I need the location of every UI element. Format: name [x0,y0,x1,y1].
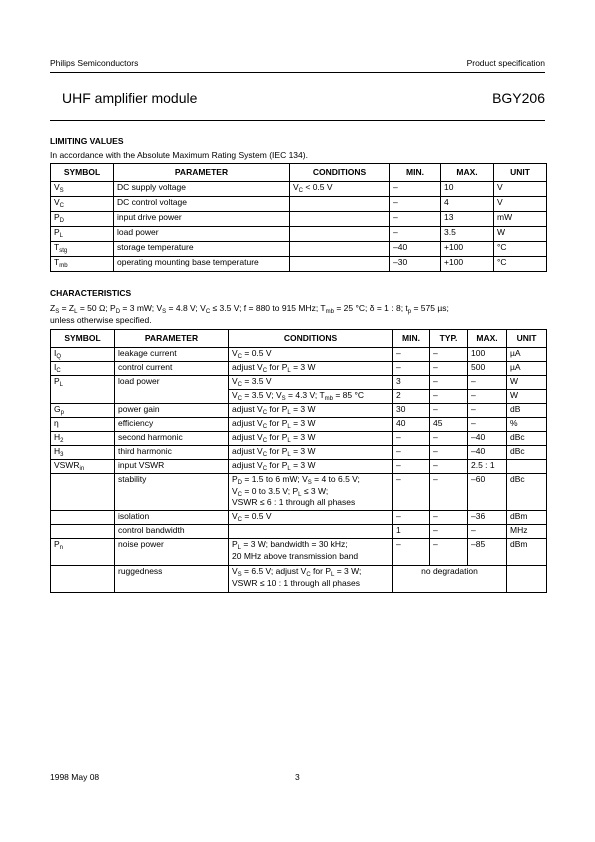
column-header: SYMBOL [51,330,115,348]
min-cell: – [393,432,430,446]
table-row [51,348,547,362]
max-cell: –36 [468,511,507,525]
unit-cell: µA [507,348,547,362]
parameter-cell: efficiency [115,418,229,432]
typ-cell: 45 [430,418,468,432]
max-cell: 4 [441,197,494,212]
table-row [51,242,547,257]
unit-cell: °C [494,257,547,272]
conditions-cell: $V_C < 0.5$ V [290,182,390,197]
table-row [51,418,547,432]
min-cell: –30 [390,257,441,272]
min-cell: – [393,474,430,511]
table-row [51,460,547,474]
symbol-cell: $G_p$ [51,404,115,418]
column-header: UNIT [494,164,547,182]
min-cell: 1 [393,525,430,539]
unit-cell: W [507,390,547,404]
table-row [51,182,547,197]
max-cell: –60 [468,474,507,511]
max-cell: +100 [441,257,494,272]
column-header: CONDITIONS [229,330,393,348]
conditions-cell: adjust $V_C$ for $P_L = 3$ W [229,404,393,418]
column-header: MIN. [393,330,430,348]
max-cell: 500 [468,362,507,376]
unit-cell: V [494,197,547,212]
typ-cell: – [430,460,468,474]
column-header: UNIT [507,330,547,348]
min-cell: – [393,362,430,376]
min-cell: 30 [393,404,430,418]
max-cell: – [468,418,507,432]
conditions-cell: $P_D = 1.5$ to 6 mW; $V_S = 4$ to 6.5 V; $V_C = 0$ to 3.5 V; $P_L \le 3$ W; VSWR ≤ 6 : 1 through all phases [229,474,393,511]
table-row [51,362,547,376]
unit-cell: dBm [507,511,547,525]
symbol-cell: $H_2$ [51,432,115,446]
unit-cell: µA [507,362,547,376]
unit-cell: °C [494,242,547,257]
typ-cell: – [430,446,468,460]
column-header: CONDITIONS [290,164,390,182]
typ-cell: – [430,404,468,418]
typ-cell: – [430,362,468,376]
min-cell: – [390,212,441,227]
column-header: SYMBOL [51,164,114,182]
symbol-cell [51,525,115,539]
title-rule [50,120,545,121]
symbol-cell: $I_C$ [51,362,115,376]
conditions-cell: $V_C = 3.5$ V [229,376,393,390]
symbol-cell: $P_L$ [51,227,114,242]
symbol-cell: $I_Q$ [51,348,115,362]
characteristics-conditions-note: $Z_S = Z_L = 50$ Ω; $P_D = 3$ mW; $V_S = 4.8$ V; $V_C \le 3.5$ V; f = 880 to 915 MHz; $T_{mb} = 25$ °C; δ = 1 : 8; $t_p = 575$ µs; unless otherwise specified. [50,303,449,325]
max-cell: 13 [441,212,494,227]
parameter-cell: load power [114,227,290,242]
conditions-cell: adjust $V_C$ for $P_L = 3$ W [229,362,393,376]
parameter-cell: operating mounting base temperature [114,257,290,272]
product-name: UHF amplifier module [62,90,198,106]
conditions-cell: adjust $V_C$ for $P_L = 3$ W [229,460,393,474]
characteristics-heading: CHARACTERISTICS [50,288,132,298]
unit-cell [507,460,547,474]
table-row [51,197,547,212]
table-row [51,257,547,272]
min-cell: 40 [393,418,430,432]
symbol-cell: $V_S$ [51,182,114,197]
column-header: TYP. [430,330,468,348]
symbol-cell: $P_L$ [51,376,115,404]
symbol-cell: η [51,418,115,432]
min-cell: – [393,511,430,525]
table-row [51,432,547,446]
conditions-cell: adjust $V_C$ for $P_L = 3$ W [229,446,393,460]
max-cell: – [468,404,507,418]
conditions-cell [290,257,390,272]
typ-cell: – [430,348,468,362]
typ-cell: – [430,432,468,446]
unit-cell: W [494,227,547,242]
unit-cell: mW [494,212,547,227]
min-cell: – [390,182,441,197]
parameter-cell: input VSWR [115,460,229,474]
conditions-cell [229,525,393,539]
limiting-values-table [50,163,547,272]
column-header: MAX. [468,330,507,348]
unit-cell [507,566,547,593]
min-cell: 3 [393,376,430,390]
conditions-cell [290,242,390,257]
table-row [51,212,547,227]
symbol-cell: $VSWR_{in}$ [51,460,115,474]
typ-cell: – [430,390,468,404]
limiting-values-heading: LIMITING VALUES [50,136,124,146]
column-header: PARAMETER [115,330,229,348]
header-doc-type: Product specification [466,58,545,68]
parameter-cell: input drive power [114,212,290,227]
parameter-cell: DC supply voltage [114,182,290,197]
table-row [51,566,547,593]
conditions-cell: $V_C = 0.5$ V [229,348,393,362]
table-row [51,376,547,390]
part-number: BGY206 [492,90,545,106]
max-cell: 10 [441,182,494,197]
typ-cell: – [430,525,468,539]
symbol-cell [51,566,115,593]
parameter-cell: control bandwidth [115,525,229,539]
conditions-cell [290,227,390,242]
conditions-cell: adjust $V_C$ for $P_L = 3$ W [229,432,393,446]
parameter-cell: power gain [115,404,229,418]
typ-cell: – [430,511,468,525]
table-row [51,474,547,511]
unit-cell: dBc [507,446,547,460]
symbol-cell: $T_{mb}$ [51,257,114,272]
parameter-cell: third harmonic [115,446,229,460]
min-cell: – [390,197,441,212]
min-cell: 2 [393,390,430,404]
table-row [51,227,547,242]
conditions-cell: adjust $V_C$ for $P_L = 3$ W [229,418,393,432]
table-row [51,511,547,525]
symbol-cell: $H_3$ [51,446,115,460]
symbol-cell: $P_n$ [51,539,115,566]
table-row [51,525,547,539]
typ-cell: – [430,539,468,566]
unit-cell: dBm [507,539,547,566]
max-cell: +100 [441,242,494,257]
parameter-cell: DC control voltage [114,197,290,212]
max-cell: – [468,376,507,390]
max-cell: – [468,390,507,404]
max-cell: – [468,525,507,539]
unit-cell: MHz [507,525,547,539]
parameter-cell: leakage current [115,348,229,362]
table-row [51,446,547,460]
page-number: 3 [295,772,300,782]
conditions-cell: $P_L = 3$ W; bandwidth = 30 kHz; 20 MHz above transmission band [229,539,393,566]
unit-cell: % [507,418,547,432]
max-cell: –85 [468,539,507,566]
header-company: Philips Semiconductors [50,58,139,68]
parameter-cell: ruggedness [115,566,229,593]
min-cell: – [393,460,430,474]
symbol-cell [51,511,115,525]
min-cell: – [393,446,430,460]
conditions-cell [290,212,390,227]
conditions-cell: $V_C = 3.5$ V; $V_S = 4.3$ V; $T_{mb} = 85$ °C [229,390,393,404]
unit-cell: dBc [507,474,547,511]
unit-cell: W [507,376,547,390]
unit-cell: dBc [507,432,547,446]
parameter-cell: second harmonic [115,432,229,446]
parameter-cell: isolation [115,511,229,525]
column-header: MAX. [441,164,494,182]
conditions-cell [290,197,390,212]
characteristics-table [50,329,547,593]
unit-cell: V [494,182,547,197]
table-row [51,404,547,418]
column-header: MIN. [390,164,441,182]
limiting-values-note: In accordance with the Absolute Maximum Rating System (IEC 134). [50,150,308,160]
symbol-cell: $P_D$ [51,212,114,227]
parameter-cell: storage temperature [114,242,290,257]
max-cell: 100 [468,348,507,362]
max-cell: –40 [468,432,507,446]
table-row [51,539,547,566]
footer-date: 1998 May 08 [50,772,100,782]
symbol-cell: $T_{stg}$ [51,242,114,257]
unit-cell: dB [507,404,547,418]
symbol-cell [51,474,115,511]
max-cell: 3.5 [441,227,494,242]
min-cell: – [390,227,441,242]
column-header: PARAMETER [114,164,290,182]
merged-value-cell: no degradation [393,566,507,593]
parameter-cell: stability [115,474,229,511]
min-cell: – [393,348,430,362]
parameter-cell: control current [115,362,229,376]
parameter-cell: load power [115,376,229,404]
conditions-cell: $V_C = 0.5$ V [229,511,393,525]
header-rule [50,72,545,73]
symbol-cell: $V_C$ [51,197,114,212]
min-cell: –40 [390,242,441,257]
typ-cell: – [430,376,468,390]
min-cell: – [393,539,430,566]
max-cell: 2.5 : 1 [468,460,507,474]
conditions-cell: $V_S = 6.5$ V; adjust $V_C$ for $P_L = 3$ W; VSWR ≤ 10 : 1 through all phases [229,566,393,593]
typ-cell: – [430,474,468,511]
parameter-cell: noise power [115,539,229,566]
max-cell: –40 [468,446,507,460]
